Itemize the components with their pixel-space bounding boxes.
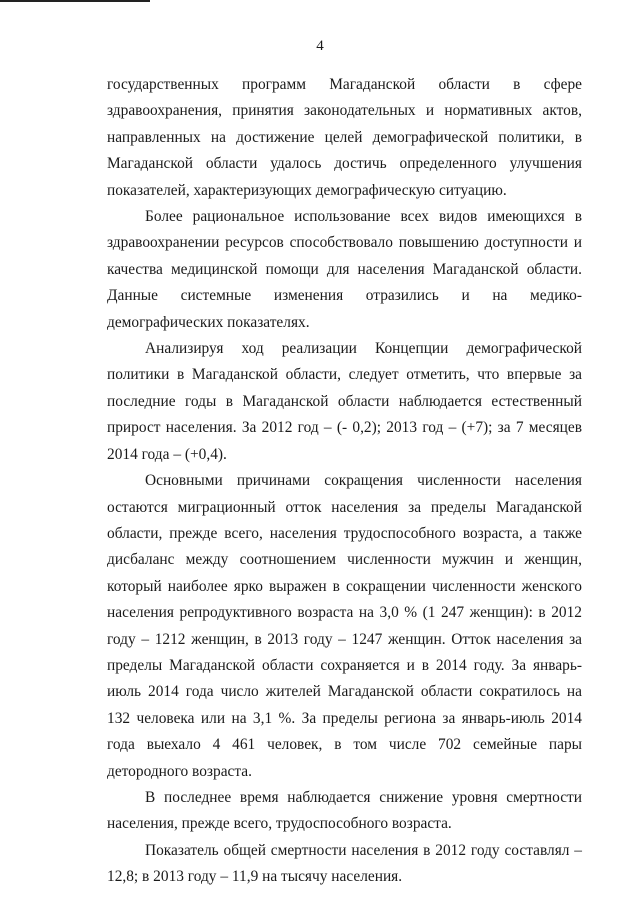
paragraph-resources: Более рациональное использование всех видов имеющихся в здравоохранении ресурсов способствовало повышению доступности и качества медицинской помощи для населения Магаданской области. Данные системные изменения отразились и на медико-демографических показателях. [107,208,582,331]
paragraph-mortality-rate: Показатель общей смертности населения в 2012 году составлял – 12,8; в 2013 году – 11,9 на тысячу населения. [107,841,582,886]
paragraph-migration: Основными причинами сокращения численности населения остаются миграционный отток населения за пределы Магаданской области, прежде всего, населения трудоспособного возраста, а также дисбаланс между соотношением численности мужчин и женщин, который наиболее ярко выражен в сокращении численности женского населения репродуктивного возраста на 3,0 % (1 247 женщин): в 2012 году – 1212 женщин, в 2013 году – 1247 женщин. Отток населения за пределы Магаданской области сохраняется и в 2014 году. За январь-июль 2014 года число жителей Магаданской области сократилось на 132 человека или на 3,1 %. За пределы региона за январь-июль 2014 года выехало 4 461 человек, в том числе 702 семейные пары детородного возраста. [107,472,582,780]
paragraph-mortality-decline: В последнее время наблюдается снижение уровня смертности населения, прежде всего, трудоспособного возраста. [107,788,582,833]
paragraph-continuation: государственных программ Магаданской области в сфере здравоохранения, принятия законодательных и нормативных актов, направленных на достижение целей демографической политики, в Магаданской области удалось достичь определенного улучшения показателей, характеризующих демографическую ситуацию. [107,76,582,199]
paragraph-natural-growth: Анализируя ход реализации Концепции демографической политики в Магаданской области, следует отметить, что впервые за последние годы в Магаданской области наблюдается естественный прирост населения. За 2012 год – (- 0,2); 2013 год – (+7); за 7 месяцев 2014 года – (+0,4). [107,340,582,463]
header-rule [0,0,150,2]
page-number: 4 [316,38,324,54]
document-body [107,72,582,891]
